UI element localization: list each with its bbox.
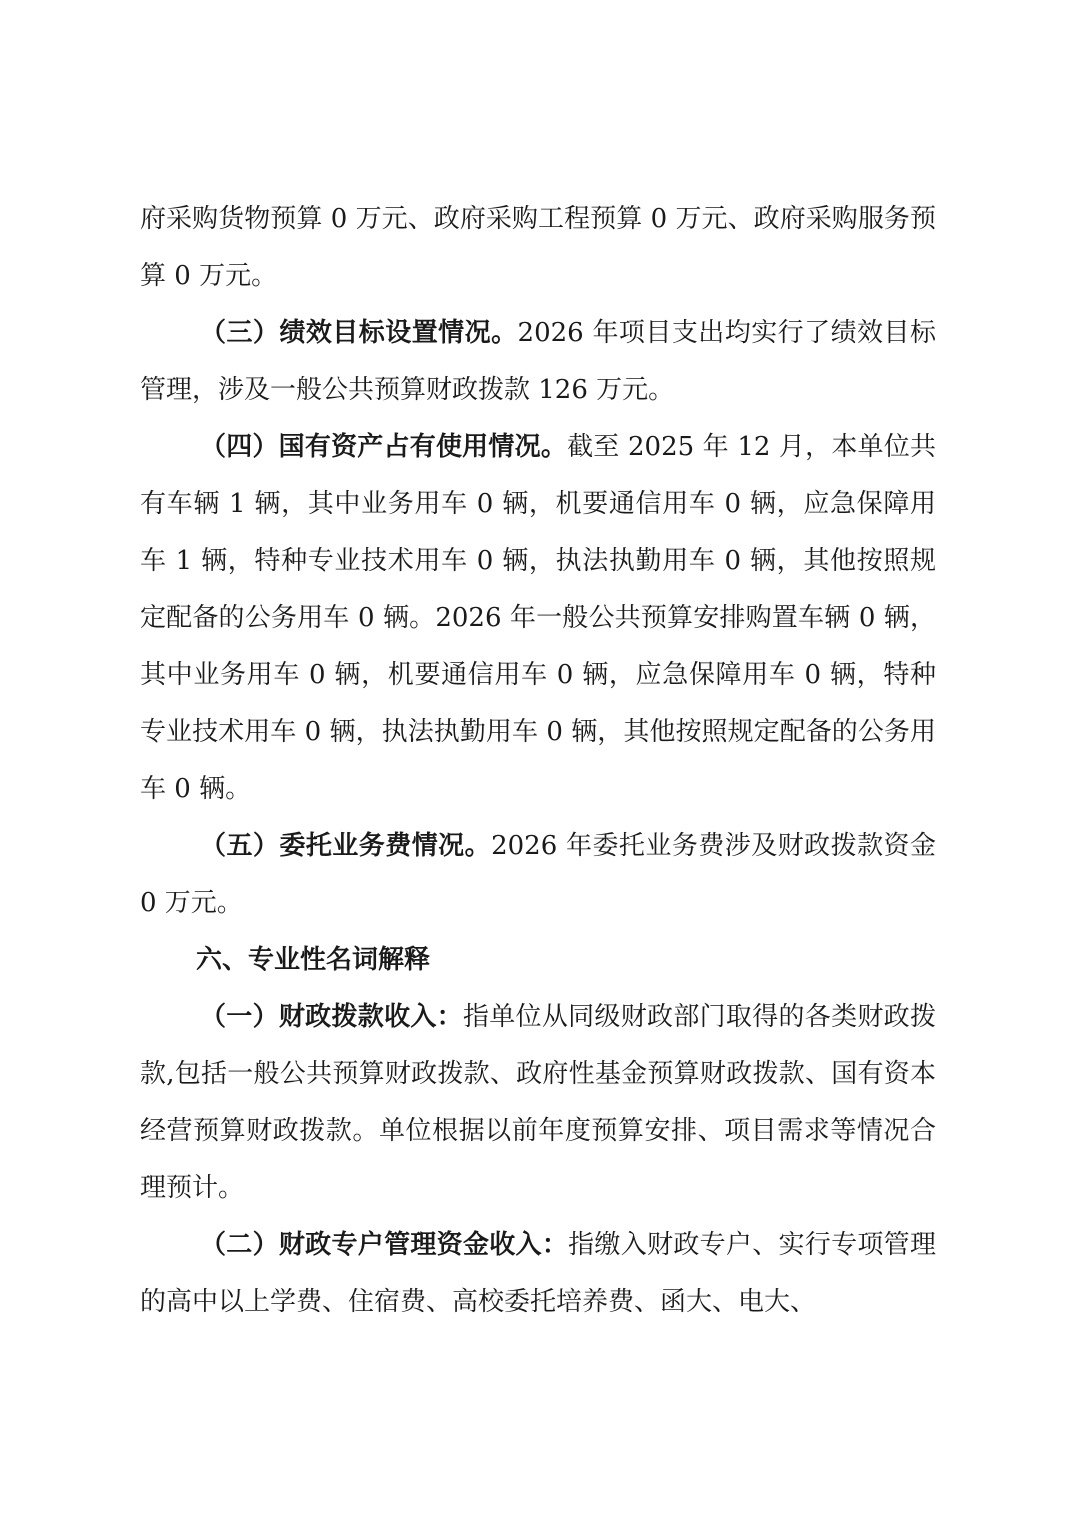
paragraph-text: 2026 年委托业务费涉及财政拨款资金 0 万元。 <box>140 831 936 918</box>
heading-text: 六、专业性名词解释 <box>196 945 431 975</box>
paragraph-text: 指单位从同级财政部门取得的各类财政拨款,包括一般公共预算财政拨款、政府性基金预算财政拨款、国有资本经营预算财政拨款。单位根据以前年度预算安排、项目需求等情况合理预计。 <box>140 1002 936 1203</box>
paragraph-special-account-income <box>140 1217 936 1331</box>
paragraph-entrusted-business-fees <box>140 818 936 932</box>
section-heading-terminology <box>140 932 936 989</box>
paragraph-performance-targets <box>140 305 936 419</box>
paragraph-procurement-continued <box>140 191 936 305</box>
paragraph-lead: （一）财政拨款收入： <box>200 1002 463 1032</box>
paragraph-state-assets <box>140 419 936 818</box>
paragraph-lead: （二）财政专户管理资金收入： <box>200 1230 569 1260</box>
paragraph-text: 府采购货物预算 0 万元、政府采购工程预算 0 万元、政府采购服务预算 0 万元。 <box>140 204 936 291</box>
paragraph-lead: （五）委托业务费情况。 <box>200 831 492 861</box>
paragraph-fiscal-appropriation-income <box>140 989 936 1217</box>
document-body <box>140 191 936 1331</box>
paragraph-text: 截至 2025 年 12 月，本单位共有车辆 1 辆，其中业务用车 0 辆，机要通信用车 0 辆，应急保障用车 1 辆，特种专业技术用车 0 辆，执法执勤用车 0 辆，其他按照规定配备的公务用车 0 辆。2026 年一般公共预算安排购置车辆 0 辆，其中业务用车 0 辆，机要通信用车 0 辆，应急保障用车 0 辆，特种专业技术用车 0 辆，执法执勤用车 0 辆，其他按照规定配备的公务用车 0 辆。 <box>140 432 936 804</box>
paragraph-text: 2026 年项目支出均实行了绩效目标管理，涉及一般公共预算财政拨款 126 万元。 <box>140 318 936 405</box>
paragraph-text: 指缴入财政专户、实行专项管理的高中以上学费、住宿费、高校委托培养费、函大、电大、 <box>140 1230 936 1317</box>
paragraph-lead: （三）绩效目标设置情况。 <box>200 318 518 348</box>
paragraph-lead: （四）国有资产占有使用情况。 <box>200 432 568 462</box>
